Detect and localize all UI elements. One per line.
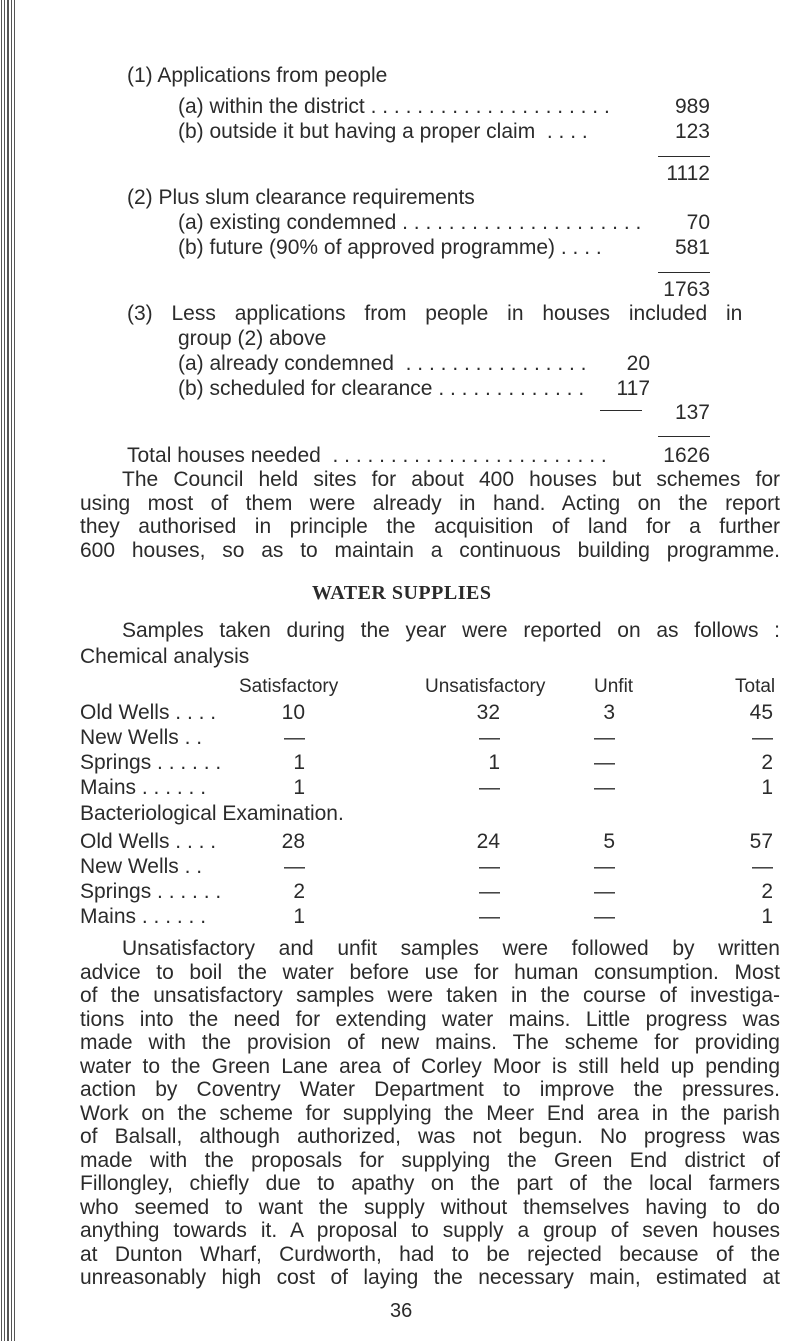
chemical-analysis-label: Chemical analysis [80, 645, 250, 668]
para2-line: action by Coventry Water Department to improve the pressures. [80, 1078, 780, 1101]
table-cell: 28 [281, 830, 305, 853]
table-cell: 2 [293, 880, 305, 903]
item-1-heading: (1) Applications from people [127, 64, 388, 87]
table-cell: — [479, 726, 500, 749]
paragraph-unsatisfactory-samples [80, 937, 780, 1290]
item-1b-label: (b) outside it but having a proper claim . . . . [178, 120, 588, 143]
table-cell: 2 [761, 880, 773, 903]
row-label: New Wells . . [80, 726, 203, 749]
row-label: Old Wells . . . . [80, 701, 217, 724]
row-label: New Wells . . [80, 855, 203, 878]
table-cell: — [752, 726, 773, 749]
table-cell: 57 [749, 830, 773, 853]
para2-line: of the unsatisfactory samples were taken in the course of investiga- [80, 984, 780, 1007]
table-cell: 45 [749, 701, 773, 724]
table-cell: 1 [761, 905, 773, 928]
table-cell: 1 [293, 905, 305, 928]
item-2-heading: (2) Plus slum clearance requirements [127, 186, 475, 209]
para2-line: unreasonably high cost of laying the necessary main, estimated at [80, 1266, 780, 1289]
table-cell: 1 [488, 751, 500, 774]
item-3b-value: 117 [616, 377, 650, 400]
item-2b-label: (b) future (90% of approved programme) . . . . [178, 236, 602, 259]
col-unsatisfactory: Unsatisfactory [425, 676, 546, 697]
para2-line: made with the provision of new mains. The scheme for providing [80, 1031, 780, 1054]
table-cell: — [594, 880, 615, 903]
col-total: Total [735, 676, 776, 697]
table-cell: — [479, 905, 500, 928]
row-label: Mains . . . . . . [80, 776, 207, 799]
table-cell: 10 [281, 701, 305, 724]
table-cell: — [479, 776, 500, 799]
total-rule [658, 436, 710, 437]
item-3a-label: (a) already condemned . . . . . . . . . . . . . . . . [178, 352, 587, 375]
item-2a-value: 70 [686, 211, 710, 234]
row-label: Springs . . . . . . [80, 880, 222, 903]
table-cell: 1 [761, 776, 773, 799]
total-houses-value: 1626 [663, 444, 710, 467]
item-1b-value: 123 [674, 120, 710, 143]
para1-line: The Council held sites for about 400 houses but schemes for [122, 468, 780, 491]
table-cell: 2 [761, 751, 773, 774]
table-cell: — [594, 726, 615, 749]
item-3-heading: (3) Less applications from people in houses included in [127, 302, 743, 325]
item-2b-value: 581 [674, 236, 710, 259]
item-2a-label: (a) existing condemned . . . . . . . . . . . . . . . . . . . . . [178, 211, 642, 234]
table-cell: 1 [293, 751, 305, 774]
para2-line: advice to boil the water before use for human consumption. Most [80, 960, 780, 984]
para2-line: made with the proposals for supplying the Green End district of [80, 1148, 780, 1172]
page-number: 36 [390, 1300, 413, 1322]
item-1a-value: 989 [674, 95, 710, 118]
item-1-subtotal-rule [658, 156, 710, 157]
row-label: Springs . . . . . . [80, 751, 222, 774]
para2-line: water to the Green Lane area of Corley Moor is still held up pending [80, 1054, 780, 1078]
table-cell: — [594, 855, 615, 878]
table-cell: — [752, 855, 773, 878]
item-2-subtotal-rule [658, 272, 710, 273]
table-header [0, 676, 800, 698]
table-cell: — [284, 726, 305, 749]
total-houses-label: Total houses needed . . . . . . . . . . . . . . . . . . . . . . . . [127, 444, 607, 467]
row-label: Mains . . . . . . [80, 905, 207, 928]
item-3-subtotal: 137 [674, 401, 710, 424]
section-title: WATER SUPPLIES [312, 582, 492, 604]
table-cell: — [594, 751, 615, 774]
para2-line: tions into the need for extending water mains. Little progress was [80, 1007, 780, 1031]
para1-line: using most of them were already in hand. Acting on the report [80, 491, 780, 515]
table-cell: 5 [603, 830, 615, 853]
para2-line: who seemed to want the supply without themselves having to do [80, 1195, 780, 1219]
item-3a-value: 20 [626, 352, 650, 375]
bacteriological-label: Bacteriological Examination. [80, 802, 344, 825]
table-cell: 3 [603, 701, 615, 724]
row-label: Old Wells . . . . [80, 830, 217, 853]
item-3b-label: (b) scheduled for clearance . . . . . . . . . . . . . [178, 377, 585, 400]
table-cell: 32 [476, 701, 500, 724]
para2-line: at Dunton Wharf, Curdworth, had to be rejected because of the [80, 1242, 780, 1266]
paragraph-council-sites [80, 468, 780, 562]
para2-line: of Balsall, although authorized, was not begun. No progress was [80, 1125, 780, 1148]
para1-line: they authorised in principle the acquisition of land for a further [80, 515, 780, 538]
table-cell: — [479, 880, 500, 903]
table-cell: — [594, 905, 615, 928]
table-cell: 1 [293, 776, 305, 799]
col-unfit: Unfit [594, 676, 634, 697]
table-cell: — [284, 855, 305, 878]
samples-intro: Samples taken during the year were reported on as follows : [122, 619, 780, 642]
para2-line: Unsatisfactory and unfit samples were followed by written [122, 937, 780, 960]
page-binding-edge [0, 0, 16, 1341]
table-cell: 24 [476, 830, 500, 853]
item-1-subtotal: 1112 [666, 162, 710, 185]
item-2-subtotal: 1763 [663, 278, 710, 301]
col-satisfactory: Satisfactory [239, 676, 339, 697]
table-cell: — [479, 855, 500, 878]
item-3-heading-cont: group (2) above [178, 327, 327, 350]
para2-line: Fillongley, chiefly due to apathy on the part of the local farmers [80, 1172, 780, 1195]
para1-line: 600 houses, so as to maintain a continuous building programme. [80, 538, 780, 562]
para2-line: anything towards it. A proposal to supply a group of seven houses [80, 1219, 780, 1242]
para2-line: Work on the scheme for supplying the Meer End area in the parish [80, 1101, 780, 1125]
item-1a-label: (a) within the district . . . . . . . . . . . . . . . . . . . . . [178, 95, 610, 118]
table-cell: — [594, 776, 615, 799]
